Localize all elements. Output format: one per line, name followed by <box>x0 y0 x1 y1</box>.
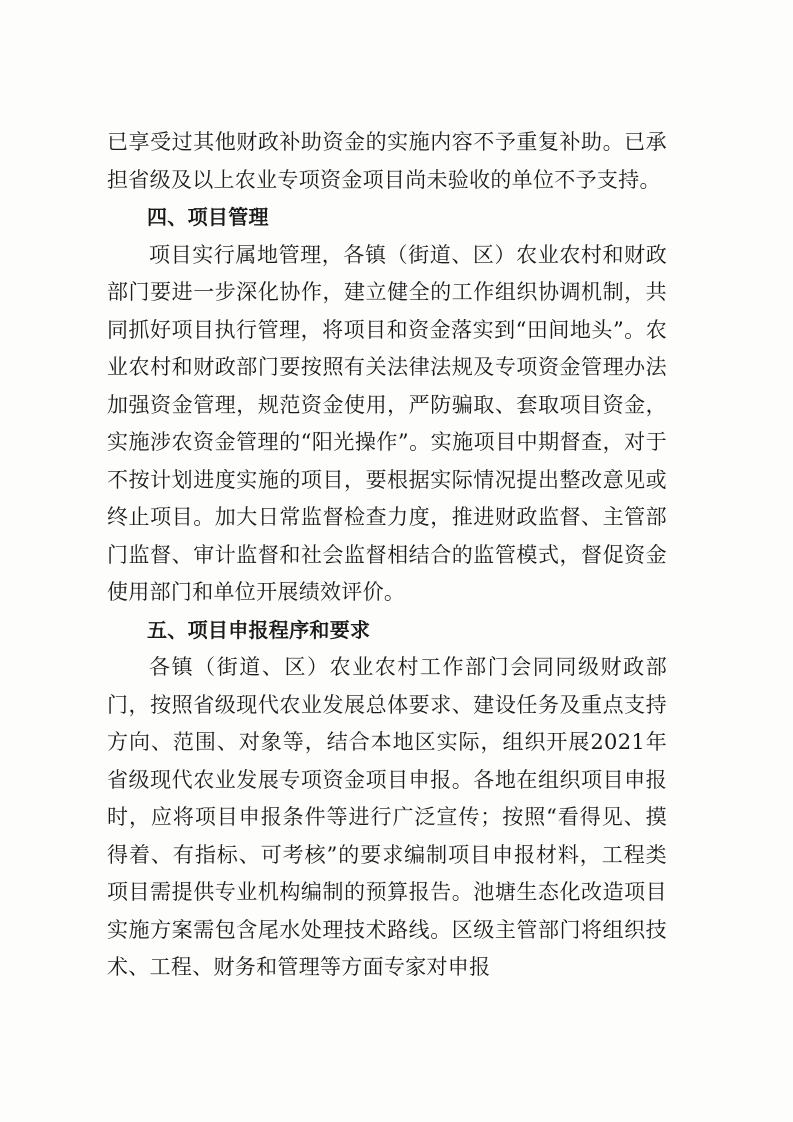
document-body <box>107 124 667 987</box>
application-procedure-paragraph: 各镇（街道、区）农业农村工作部门会同同级财政部门，按照省级现代农业发展总体要求、建设任务及重点支持方向、范围、对象等，结合本地区实际，组织开展2021年省级现代农业发展专项资金项目申报。各地在组织项目申报时，应将项目申报条件等进行广泛宣传；按照“看得见、摸得着、有指标、可考核”的要求编制项目申报材料，工程类项目需提供专业机构编制的预算报告。池塘生态化改造项目实施方案需包含尾水处理技术路线。区级主管部门将组织技术、工程、财务和管理等方面专家对申报 <box>107 655 667 979</box>
section-heading-project-management: 四、项目管理 <box>147 205 269 229</box>
project-management-paragraph: 项目实行属地管理，各镇（街道、区）农业农村和财政部门要进一步深化协作，建立健全的工作组织协调机制，共同抓好项目执行管理，将项目和资金落实到“田间地头”。农业农村和财政部门要按照有关法律法规及专项资金管理办法加强资金管理，规范资金使用，严防骗取、套取项目资金，实施涉农资金管理的“阳光操作”。实施项目中期督查，对于不按计划进度实施的项目，要根据实际情况提出整改意见或终止项目。加大日常监督检查力度，推进财政监督、主管部门监督、审计监督和社会监督相结合的监管模式，督促资金使用部门和单位开展绩效评价。 <box>107 242 667 604</box>
continuation-paragraph: 已享受过其他财政补助资金的实施内容不予重复补助。已承担省级及以上农业专项资金项目尚未验收的单位不予支持。 <box>107 130 667 192</box>
section-heading-application-procedure: 五、项目申报程序和要求 <box>147 617 371 642</box>
